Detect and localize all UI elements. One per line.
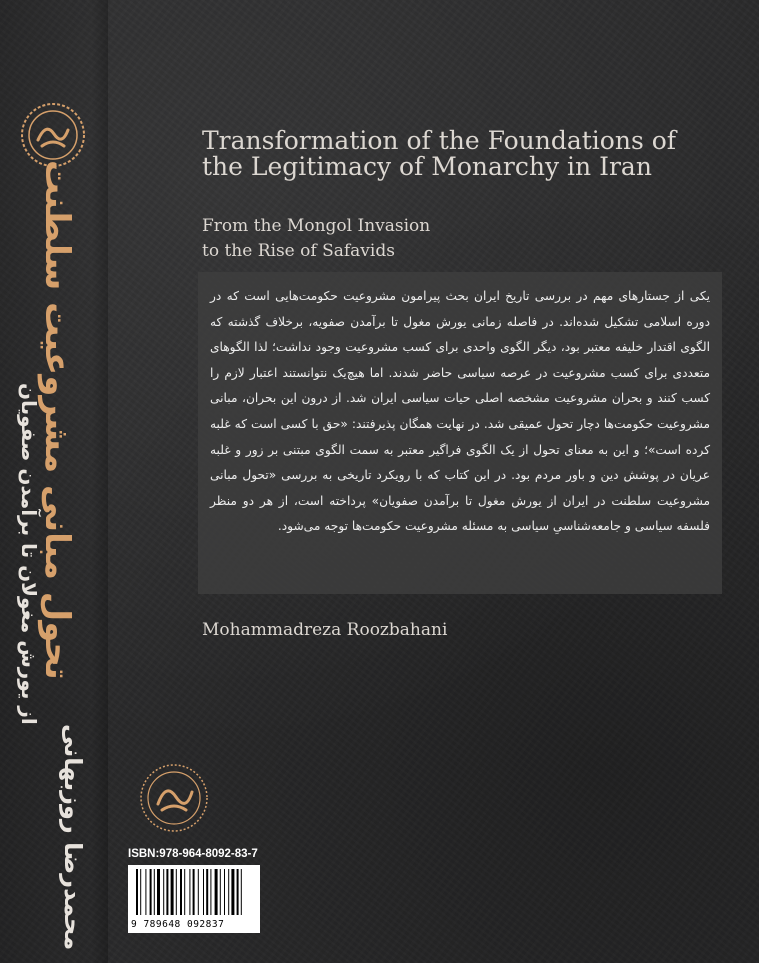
blurb-text: یکی از جستارهای مهم در بررسی تاریخ ایران بحث پیرامون مشروعیت حکومت‌هایی است که در دوره اسلامی تشکیل شده‌اند. در فاصله زمانی یورش مغول تا برآمدن صفویه، برخلاف گذشته که الگوی اقتدار خلیفه معتبر بود، دیگر الگوی واحدی برای کسب مشروعیت وجود نداشت؛ لذا الگوهای متعددی برای کسب مشروعیت در عرصه سیاسی حاضر شدند. اما هیچ‌یک نتوانستند اعتبار لازم را کسب کنند و بحران مشروعیت مشخصه اصلی حیات سیاسی ایران شد. از درون این بحران، مبانی مشروعیت حکومت‌ها دچار تحول عمیقی شد. در نهایت همگان پذیرفتند: «حق با کسی است که غلبه کرده است»؛ و این به معنای تحول از یک الگوی فراگیر معتبر به سمت الگوی مبتنی بر زور و غلبه عریان در پوشش دین و باور مردم بود. در این کتاب که با رویکرد تاریخی به بررسی «تحول مبانی مشروعیت سلطنت در ایران از یورش مغول تا برآمدن صفویان» پرداخته است، از هر دو منظر فلسفه سیاسی و جامعه‌شناسیِ سیاسی به مسئله مشروعیت حکومت‌ها توجه می‌شود. (210, 289, 710, 534)
blurb-box (198, 272, 722, 594)
subtitle-line-2: to the Rise of Safavids (202, 241, 395, 261)
barcode-bars (128, 865, 260, 919)
book-title-en: Transformation of the Foundations of the Legitimacy of Monarchy in Iran (202, 126, 677, 181)
isbn-label: ISBN:978-964-8092-83-7 (128, 848, 258, 860)
spine-title: تحول مبانی مشروعیت سلطنت (37, 160, 77, 680)
barcode-number: 9 789648 092837 (131, 919, 225, 930)
book-subtitle-en (202, 214, 662, 264)
spine-subtitle: از یورش مغولان تا برآمدن صفویان (17, 383, 41, 725)
publisher-seal-icon (138, 762, 210, 834)
spine-author: محمدرضا روزبهانی (59, 723, 87, 950)
book-spine (0, 0, 108, 963)
author-name-en: Mohammadreza Roozbahani (202, 620, 448, 640)
subtitle-line-1: From the Mongol Invasion (202, 216, 431, 236)
